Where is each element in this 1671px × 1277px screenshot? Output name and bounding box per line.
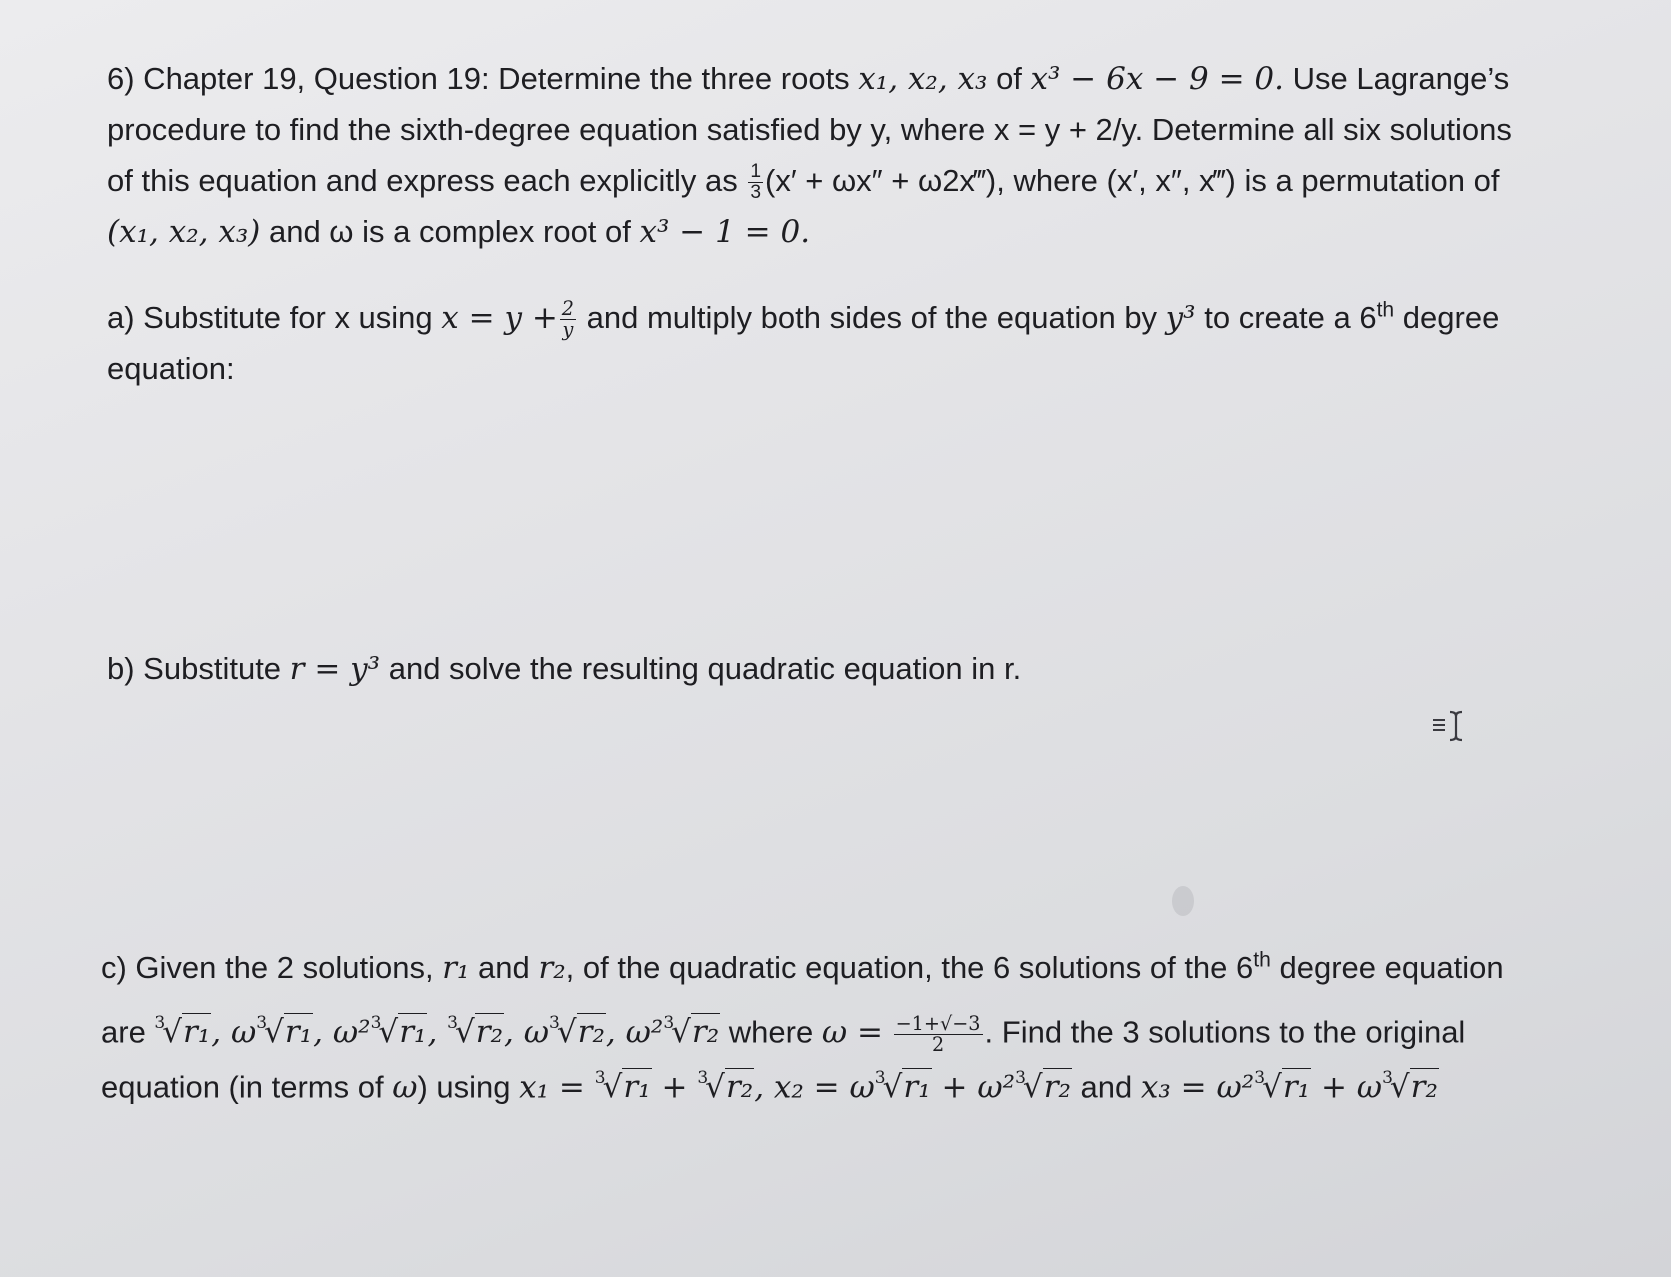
problem-line-4: (x₁, x₂, x₃) and ω is a complex root of x³ − 1 = 0. [107, 214, 811, 250]
fraction-two-over-y: $\frac{2}{y}$ [561, 297, 575, 342]
omega-fraction: $\frac{-1+√-3}{2}$ [895, 1011, 981, 1056]
problem-line-3: of this equation and express each explicitly as $\frac{1}{3}$ (x′ + ωx″ + ω2x‴), where (x′, x″, x‴) is a permutation of [107, 161, 1500, 204]
part-a-line-2: equation: [107, 351, 235, 386]
part-c-line-1: c) Given the 2 solutions, r₁ and r₂, of the quadratic equation, the 6 solutions of the 6th degree equation [101, 948, 1504, 986]
problem-line-1: 6) Chapter 19, Question 19: Determine the three roots x₁, x₂, x₃ of x³ − 6x − 9 = 0. Use Lagrange’s [107, 61, 1510, 97]
part-c-line-3: equation (in terms of ω) using x₁ = $^3$√r₁ + $^3$√r₂, $x_2 = \omega^3√r_1 + \omega^2^3√r_2$ and $x_3 = \omega^2^3√r_1 + \omega^3√r_2$ [101, 1068, 1438, 1106]
six-solutions-list: $^3$√r₁, $\omega^3√r_1$, ω²$^3$√r₁, $^3$√r₂, $\omega^3√r_2$, ω²$^3$√r₂ [154, 1013, 720, 1051]
unity-root-equation: x³ − 1 = 0. [639, 214, 811, 250]
x3-formula: $x_3 = \omega^2^3√r_1 + \omega^3√r_2$ [1140, 1068, 1438, 1106]
problem-line-2: procedure to find the sixth-degree equation satisfied by y, where x = y + 2/y. Determine all six solutions [107, 112, 1512, 147]
cubic-equation: x³ − 6x − 9 = 0. [1030, 61, 1285, 97]
r-equals-y-cubed: r = y³ [289, 651, 381, 687]
x1-formula: x₁ = $^3$√r₁ + $^3$√r₂, $x_2 = \omega^3√r_1 + \omega^2^3√r_2$ [519, 1068, 1071, 1106]
cube-root-r1: $^3$√r₁ [256, 1013, 313, 1051]
part-b-line: b) Substitute r = y³ and solve the resulting quadratic equation in r. [107, 651, 1022, 687]
cube-root-r1: $^3$√r₁ [154, 1013, 211, 1051]
fraction-one-third: $\frac{1}{3}$ [750, 161, 762, 204]
part-a-line-1: a) Substitute for x using x = y + $\frac{2}{y}$ and multiply both sides of the equation by y³ to create a 6th degree [107, 297, 1500, 342]
cube-root-r2: $^3$√r₂ [549, 1013, 605, 1051]
cube-root-r1: $^3$√r₁ [370, 1013, 427, 1051]
part-c-line-2: are $^3$√r₁, $\omega^3√r_1$, ω²$^3$√r₁, $^3$√r₂, $\omega^3√r_2$, ω²$^3$√r₂ where ω = $\frac{-1+√-3}{2}$ . Find the 3 solutions to the original [101, 1011, 1466, 1056]
cube-root-r2: $^3$√r₂ [663, 1013, 720, 1051]
cube-root-r2: $^3$√r₂ [447, 1013, 504, 1051]
roots-x1-x2-x3: x₁, x₂, x₃ [858, 61, 988, 97]
text-cursor-icon [1431, 706, 1471, 746]
paper-smudge [1172, 886, 1194, 916]
